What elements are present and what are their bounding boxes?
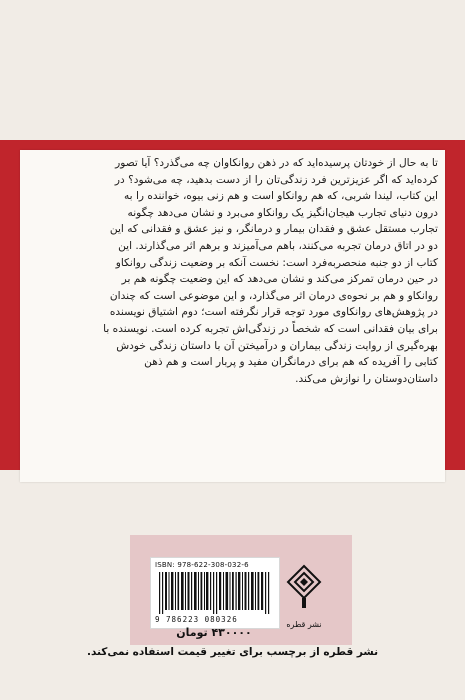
- blurb-line: داستان‌دوستان را نوازش می‌کند.: [295, 372, 438, 385]
- barcode-sticker: [150, 557, 280, 629]
- blurb-line: برای بیان فقدانی است که شخصاً در زندگی‌اش تجربه کرده است. نویسنده با: [103, 322, 438, 335]
- blurb-line: کرده‌اید که اگر عزیزترین فرد زندگی‌تان را از دست بدهید، چه می‌شود؟ در: [114, 173, 438, 186]
- blurb-line: دو در اتاق درمان تجربه می‌کنند، باهم می‌آمیزند و برهم اثر می‌گذارند. این: [118, 239, 438, 252]
- isbn-label: ISBN: 978-622-308-032-6: [155, 561, 249, 569]
- blurb-line: روانکاو و هم بر نحوه‌ی درمان اثر می‌گذارد، و این موضوعی است که چندان: [109, 289, 438, 302]
- blurb-line: تجارب مستقل عشق و فقدان بیمار و درمانگر، و نیز عشق و فقدانی که این: [109, 223, 438, 236]
- blurb-line: درون دنیای تجارب هیجان‌انگیز یک روانکاو می‌برد و نشان می‌دهد چگونه: [127, 206, 438, 219]
- ean-digits: 9 786223 080326: [155, 615, 238, 624]
- blurb-text: [30, 155, 438, 387]
- blurb-line: در حین درمان تمرکز می‌کند و نشان می‌دهد که این وضعیت چگونه هم بر: [121, 273, 438, 286]
- publisher-logo-label: نشر قطره: [286, 620, 322, 629]
- blurb-line: کتاب از دو جنبه منحصربه‌فرد است: نخست آنکه بر وضعیت زندگی روانکاو: [115, 256, 438, 269]
- blurb-line: بهره‌گیری از روایت زندگی بیماران و درآمیختن آن با داستان زندگی خودش: [116, 339, 438, 352]
- blurb-line: این کتاب، لیندا شربی، که هم روانکاو است و هم زنی بیوه، خواننده را به: [123, 190, 438, 203]
- publisher-logo-icon: [282, 562, 326, 622]
- barcode-icon: [155, 572, 275, 614]
- price-notice: نشر قطره از برچسب برای تغییر قیمت استفاده نمی‌کند.: [86, 646, 379, 658]
- price-label: ۴۳۰۰۰۰ تومان: [176, 626, 252, 639]
- blurb-line: تا به حال از خودتان پرسیده‌اید که در ذهن روانکاوان چه می‌گذرد؟ آیا تصور: [115, 157, 438, 169]
- blurb-line: در پژوهش‌های روانکاوی مورد توجه قرار نگرفته است؛ دوم اشتیاق نویسنده: [109, 306, 438, 319]
- blurb-line: کتابی را آفریده که هم برای درمانگران مفید و پربار است و هم ذهن: [144, 356, 438, 369]
